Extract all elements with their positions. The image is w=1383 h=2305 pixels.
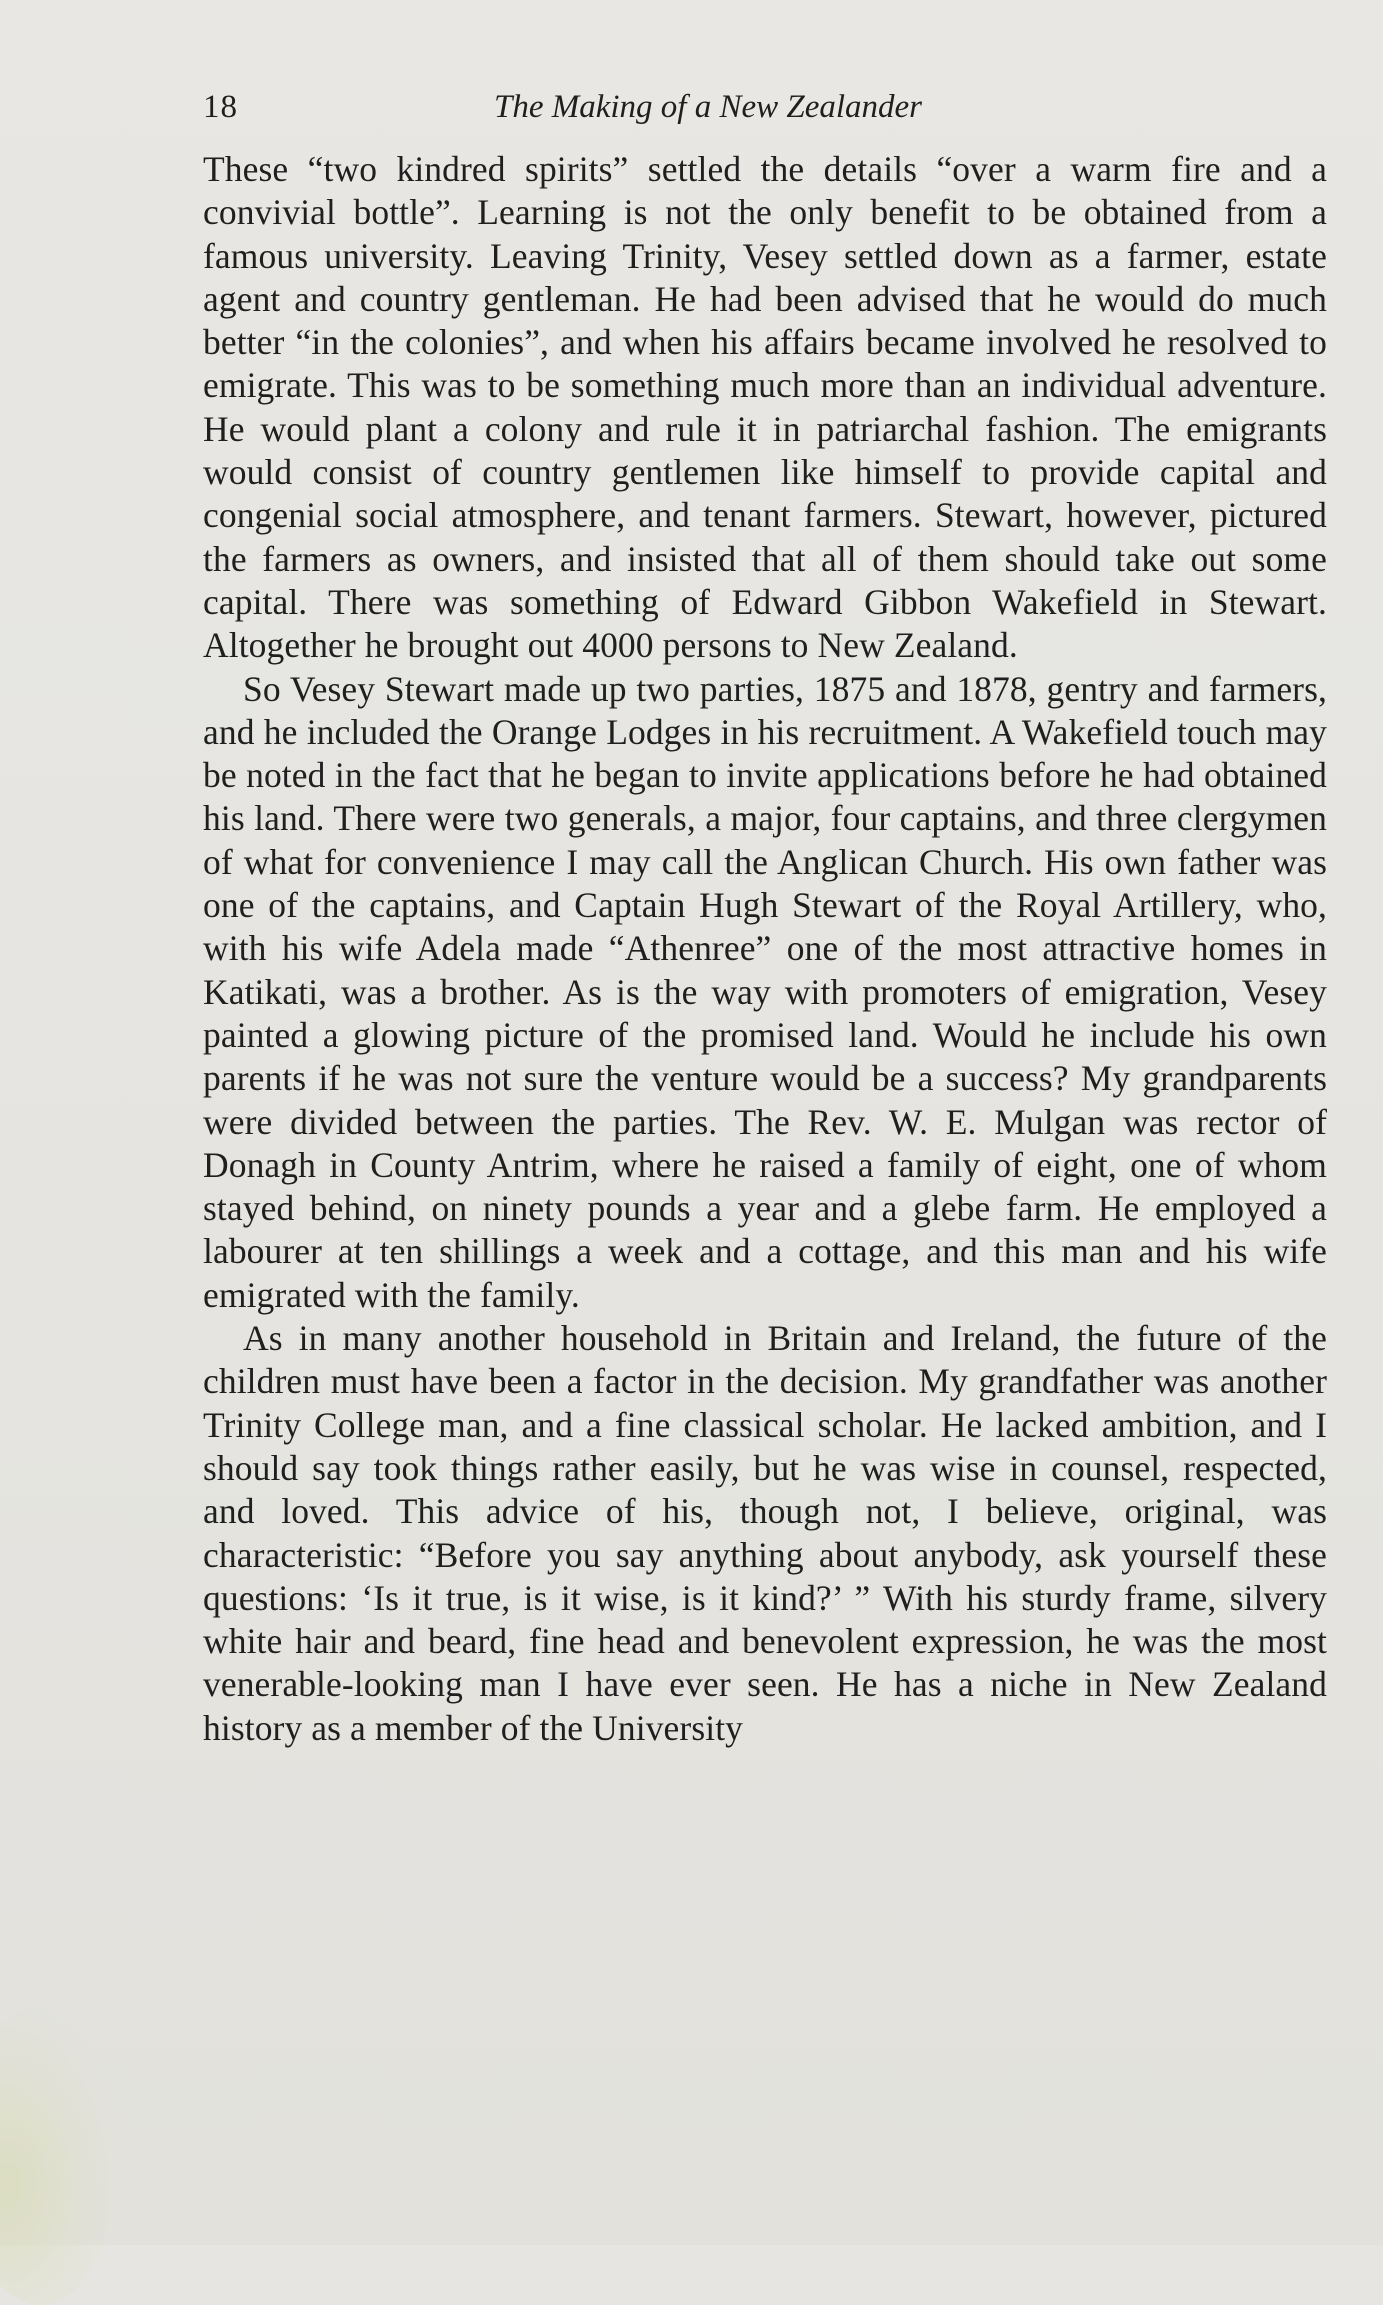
paragraph-3: As in many another household in Britain and Ireland, the future of the children must have been a factor in the decision. My grandfather was another Trinity College man, and a fine classical scholar. He lacked ambition, and I should say took things rather easily, but he was wise in counsel, respected, and loved. This advice of his, though not, I believe, original, was characteristic: “Before you say anything about anybody, ask yourself these questions: ‘Is it true, is it wise, is it kind?’ ” With his sturdy frame, silvery white hair and beard, fine head and benevolent expression, he was the most venerable-looking man I have ever seen. He has a niche in New Zealand history as a member of the University bbox=[203, 1318, 1327, 1748]
paragraph-2: So Vesey Stewart made up two parties, 1875 and 1878, gentry and farmers, and he included the Orange Lodges in his recruitment. A Wakefield touch may be noted in the fact that he began to invite applications before he had obtained his land. There were two generals, a major, four captains, and three clergymen of what for convenience I may call the Anglican Church. His own father was one of the captains, and Captain Hugh Stewart of the Royal Artillery, who, with his wife Adela made “Athenree” one of the most attractive homes in Katikati, was a brother. As is the way with promoters of emigration, Vesey painted a glowing picture of the promised land. Would he include his own parents if he was not sure the venture would be a success? My grandparents were divided between the parties. The Rev. W. E. Mulgan was rector of Donagh in County Antrim, where he raised a family of eight, one of whom stayed behind, on ninety pounds a year and a glebe farm. He employed a labourer at ten shillings a week and a cottage, and this man and his wife emigrated with the family. bbox=[203, 668, 1327, 1315]
paper-stain bbox=[0, 2005, 120, 2305]
book-title: The Making of a New Zealander bbox=[493, 89, 923, 125]
paragraph-1: These “two kindred spirits” settled the details “over a warm fire and a convivial bottle”. Learning is not the only benefit to be obtained from a famous university. Leaving Trinity, Vesey settled down as a farmer, estate agent and country gentleman. He had been advised that he would do much better “in the colonies”, and when his affairs became involved he resolved to emigrate. This was to be something much more than an individual adventure. He would plant a colony and rule it in patriarchal fashion. The emigrants would consist of country gentlemen like himself to provide capital and congenial social atmosphere, and tenant farmers. Stewart, however, pictured the farmers as owners, and insisted that all of them should take out some capital. There was something of Edward Gibbon Wakefield in Stewart. Altogether he brought out 4000 persons to New Zealand. bbox=[203, 149, 1327, 666]
body-text bbox=[203, 148, 1327, 1750]
running-head bbox=[203, 84, 1327, 130]
page-number: 18 bbox=[203, 89, 238, 125]
